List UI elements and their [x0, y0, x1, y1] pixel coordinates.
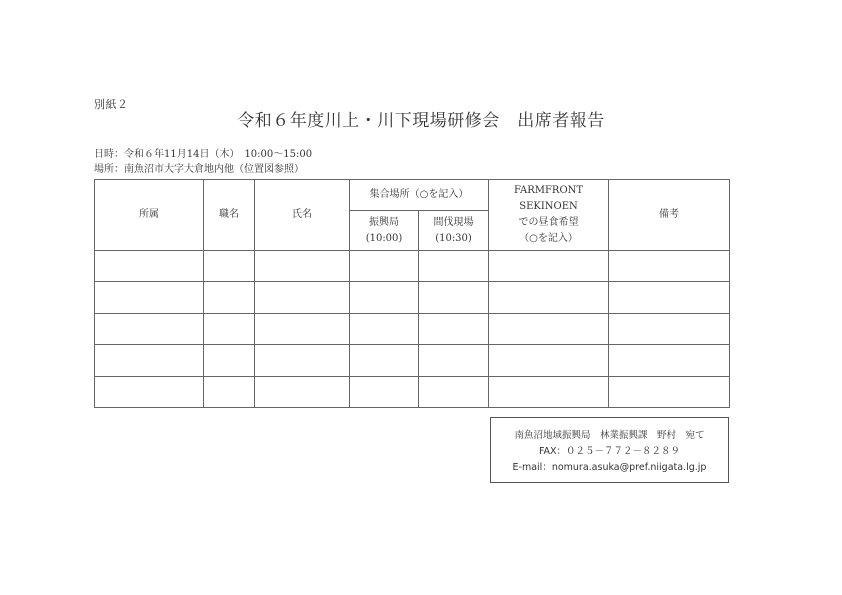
table-cell[interactable]: [609, 345, 730, 376]
header-remarks: 備考: [609, 180, 730, 251]
attendance-table: [94, 179, 730, 408]
table-row: [95, 376, 730, 407]
meet-site-label: 間伐現場: [433, 216, 474, 228]
table-cell[interactable]: [419, 282, 489, 313]
contact-email: E-mail：nomura.asuka@pref.niigata.lg.jp: [512, 462, 707, 473]
table-cell[interactable]: [489, 376, 609, 407]
place-line: 場所：南魚沼市大字大倉地内他（位置図参照）: [94, 164, 304, 175]
table-cell[interactable]: [489, 345, 609, 376]
contact-fax: FAX：０２５－７７２－８２８９: [538, 446, 681, 457]
meet-site-time: (10:30): [435, 232, 472, 244]
table-cell[interactable]: [419, 376, 489, 407]
header-lunch: [489, 180, 609, 251]
contact-addressee: 南魚沼地域振興局 林業振興課 野村 宛て: [514, 430, 705, 441]
table-cell[interactable]: [609, 282, 730, 313]
table-cell[interactable]: [489, 282, 609, 313]
table-cell[interactable]: [350, 345, 419, 376]
header-lunch-request: での昼食希望: [518, 216, 579, 228]
table-cell[interactable]: [350, 376, 419, 407]
table-cell[interactable]: [350, 282, 419, 313]
table-cell[interactable]: [204, 282, 255, 313]
table-cell[interactable]: [609, 250, 730, 281]
table-cell[interactable]: [350, 313, 419, 344]
table-cell[interactable]: [255, 313, 350, 344]
date-line: 日時：令和６年11月14日（木） 10:00～15:00: [94, 149, 313, 160]
header-lunch-venue: FARMFRONT SEKINOEN: [513, 184, 584, 212]
table-cell[interactable]: [95, 376, 204, 407]
header-meet-site: [419, 211, 489, 251]
table-cell[interactable]: [419, 313, 489, 344]
document-title: 令和６年度川上・川下現場研修会 出席者報告: [237, 111, 605, 131]
table-cell[interactable]: [95, 250, 204, 281]
table-cell[interactable]: [204, 313, 255, 344]
header-meet-office: [350, 211, 419, 251]
table-cell[interactable]: [204, 250, 255, 281]
table-cell[interactable]: [95, 282, 204, 313]
table-cell[interactable]: [609, 376, 730, 407]
table-cell[interactable]: [204, 376, 255, 407]
table-cell[interactable]: [204, 345, 255, 376]
table-cell[interactable]: [419, 250, 489, 281]
header-position: 職名: [204, 180, 255, 251]
table-cell[interactable]: [350, 250, 419, 281]
table-cell[interactable]: [489, 313, 609, 344]
header-meeting-place: 集合場所（○を記入）: [350, 180, 489, 211]
table-cell[interactable]: [255, 376, 350, 407]
table-row: [95, 250, 730, 281]
meet-office-time: (10:00): [365, 232, 403, 244]
table-cell[interactable]: [609, 313, 730, 344]
header-affiliation: 所属: [95, 180, 204, 251]
attachment-label: 別紙２: [94, 98, 129, 111]
table-row: [95, 313, 730, 344]
table-cell[interactable]: [255, 250, 350, 281]
table-row: [95, 345, 730, 376]
table-cell[interactable]: [255, 282, 350, 313]
table-cell[interactable]: [419, 345, 489, 376]
table-cell[interactable]: [95, 345, 204, 376]
table-row: [95, 282, 730, 313]
meet-office-label: 振興局: [369, 216, 399, 228]
table-cell[interactable]: [95, 313, 204, 344]
contact-box: [490, 417, 729, 483]
table-cell[interactable]: [255, 345, 350, 376]
header-name: 氏名: [255, 180, 350, 251]
table-cell[interactable]: [489, 250, 609, 281]
header-lunch-note: （○を記入）: [519, 232, 578, 244]
